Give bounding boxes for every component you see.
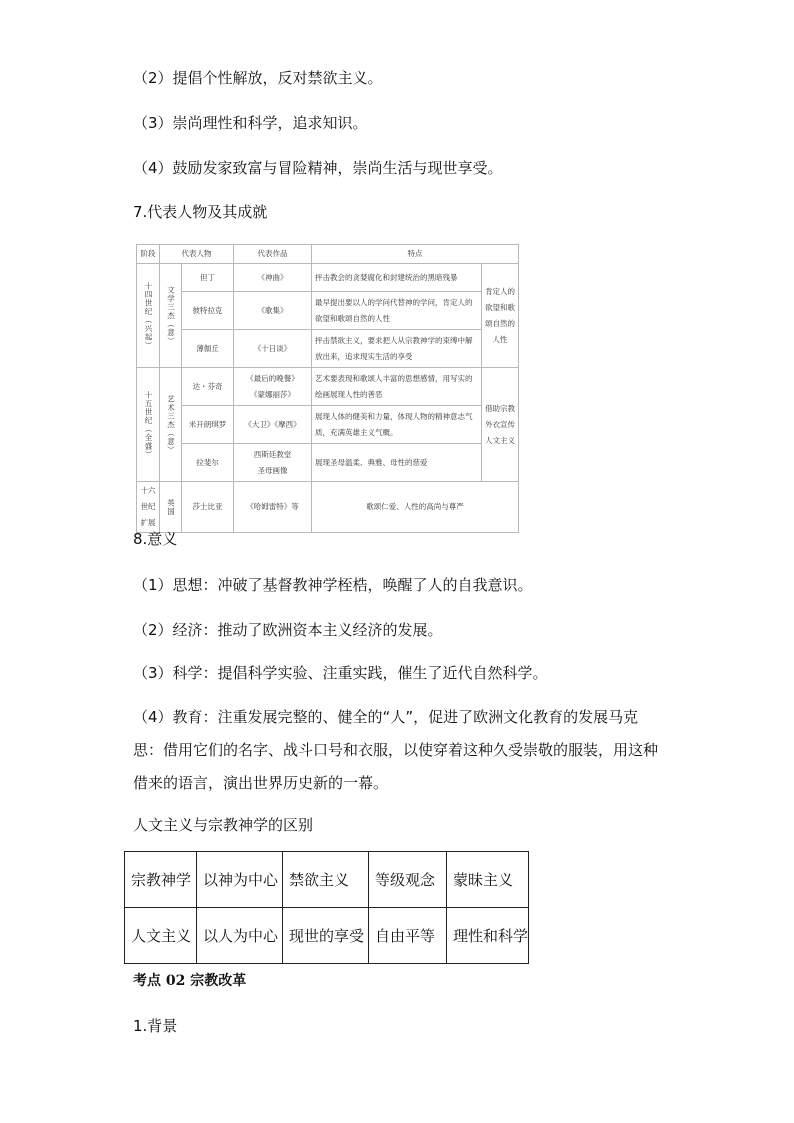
header-feature: 特点 [312, 245, 519, 264]
meaning-1: （1）思想：冲破了基督教神学桎梏，唤醒了人的自我意识。 [133, 576, 533, 594]
compare-cell: 禁欲主义 [283, 852, 369, 908]
header-stage: 阶段 [137, 245, 160, 264]
group-england: 英国 [160, 482, 182, 533]
header-work: 代表作品 [234, 245, 312, 264]
work-cell [234, 368, 312, 406]
work-line: 《最后的晚餐》 [246, 373, 299, 383]
compare-cell: 理性和科学 [447, 908, 529, 964]
work-line: 圣母画像 [257, 465, 288, 475]
work-cell: 《哈姆雷特》等 [234, 482, 312, 533]
compare-cell: 以人为中心 [197, 908, 283, 964]
work-cell: 《十日谈》 [234, 330, 312, 368]
compare-cell: 现世的享受 [283, 908, 369, 964]
section-8-heading: 8.意义 [133, 530, 178, 548]
person-cell: 但丁 [182, 264, 234, 292]
compare-cell: 以神为中心 [197, 852, 283, 908]
work-cell: 《神曲》 [234, 264, 312, 292]
group-art-three: 艺术三杰（意） [160, 368, 182, 482]
feature-cell: 抨击禁欲主义，要求把人从宗教神学的束缚中解放出来，追求现实生活的享受 [312, 330, 482, 368]
feature-cell: 展现人体的健美和力量，体现人物的精神意志气质，充满英雄主义气概。 [312, 406, 482, 444]
compare-cell: 宗教神学 [125, 852, 197, 908]
achievements-table [136, 244, 519, 533]
side-note-2: 借助宗教外衣宣传人文主义 [482, 368, 519, 482]
feature-cell: 展现圣母温柔、典雅、母性的慈爱 [312, 444, 482, 482]
stage-16th-century: 十六世纪扩展 [137, 482, 160, 533]
feature-cell: 最早提出要以人的学问代替神的学问，肯定人的欲望和歌颂自然的人性 [312, 292, 482, 330]
side-note-1: 肯定人的欲望和歌颂自然的人性 [482, 264, 519, 368]
compare-cell: 自由平等 [369, 908, 447, 964]
work-cell [234, 444, 312, 482]
work-cell: 《歌集》 [234, 292, 312, 330]
person-cell: 达・芬奇 [182, 368, 234, 406]
stage-14th-century: 十四世纪（兴起） [137, 264, 160, 368]
principle-4: （4）鼓励发家致富与冒险精神，崇尚生活与现世享受。 [133, 159, 503, 177]
person-cell: 米开朗琪罗 [182, 406, 234, 444]
work-cell: 《大卫》《摩西》 [234, 406, 312, 444]
person-cell: 拉斐尔 [182, 444, 234, 482]
feature-cell: 艺术要表现和歌颂人丰富的思想感情，用写实的绘画展现人性的善恶 [312, 368, 482, 406]
meaning-2: （2）经济：推动了欧洲资本主义经济的发展。 [133, 621, 443, 639]
feature-cell: 抨击教会的贪婪腐化和封建统治的黑暗残暴 [312, 264, 482, 292]
group-literary-three: 文学三杰（意） [160, 264, 182, 368]
compare-table [124, 851, 529, 964]
section-7-heading: 7.代表人物及其成就 [133, 203, 268, 221]
work-line: 《蒙娜丽莎》 [250, 389, 295, 399]
meaning-3: （3）科学：提倡科学实验、注重实践，催生了近代自然科学。 [133, 664, 548, 682]
kaodian-heading: 考点 02 宗教改革 [133, 973, 247, 989]
person-cell: 薄伽丘 [182, 330, 234, 368]
principle-3: （3）崇尚理性和科学，追求知识。 [133, 114, 368, 132]
meaning-4: （4）教育：注重发展完整的、健全的“人”，促进了欧洲文化教育的发展马克思：借用它们的名字、战斗口号和衣服，以使穿着这种久受崇敬的服装，用这种借来的语言，演出世界历史新的一幕。 [133, 708, 659, 792]
person-cell: 彼特拉克 [182, 292, 234, 330]
person-cell: 莎士比亚 [182, 482, 234, 533]
compare-title: 人文主义与宗教神学的区别 [133, 816, 314, 834]
compare-cell: 等级观念 [369, 852, 447, 908]
compare-cell: 人文主义 [125, 908, 197, 964]
background-heading: 1.背景 [133, 1017, 178, 1035]
feature-cell: 歌颂仁爱、人性的高尚与尊严 [312, 482, 519, 533]
header-person: 代表人物 [160, 245, 234, 264]
work-line: 西斯廷教堂 [253, 449, 292, 459]
stage-15th-century: 十五世纪（全盛） [137, 368, 160, 482]
compare-cell: 蒙昧主义 [447, 852, 529, 908]
principle-2: （2）提倡个性解放，反对禁欲主义。 [133, 69, 383, 87]
